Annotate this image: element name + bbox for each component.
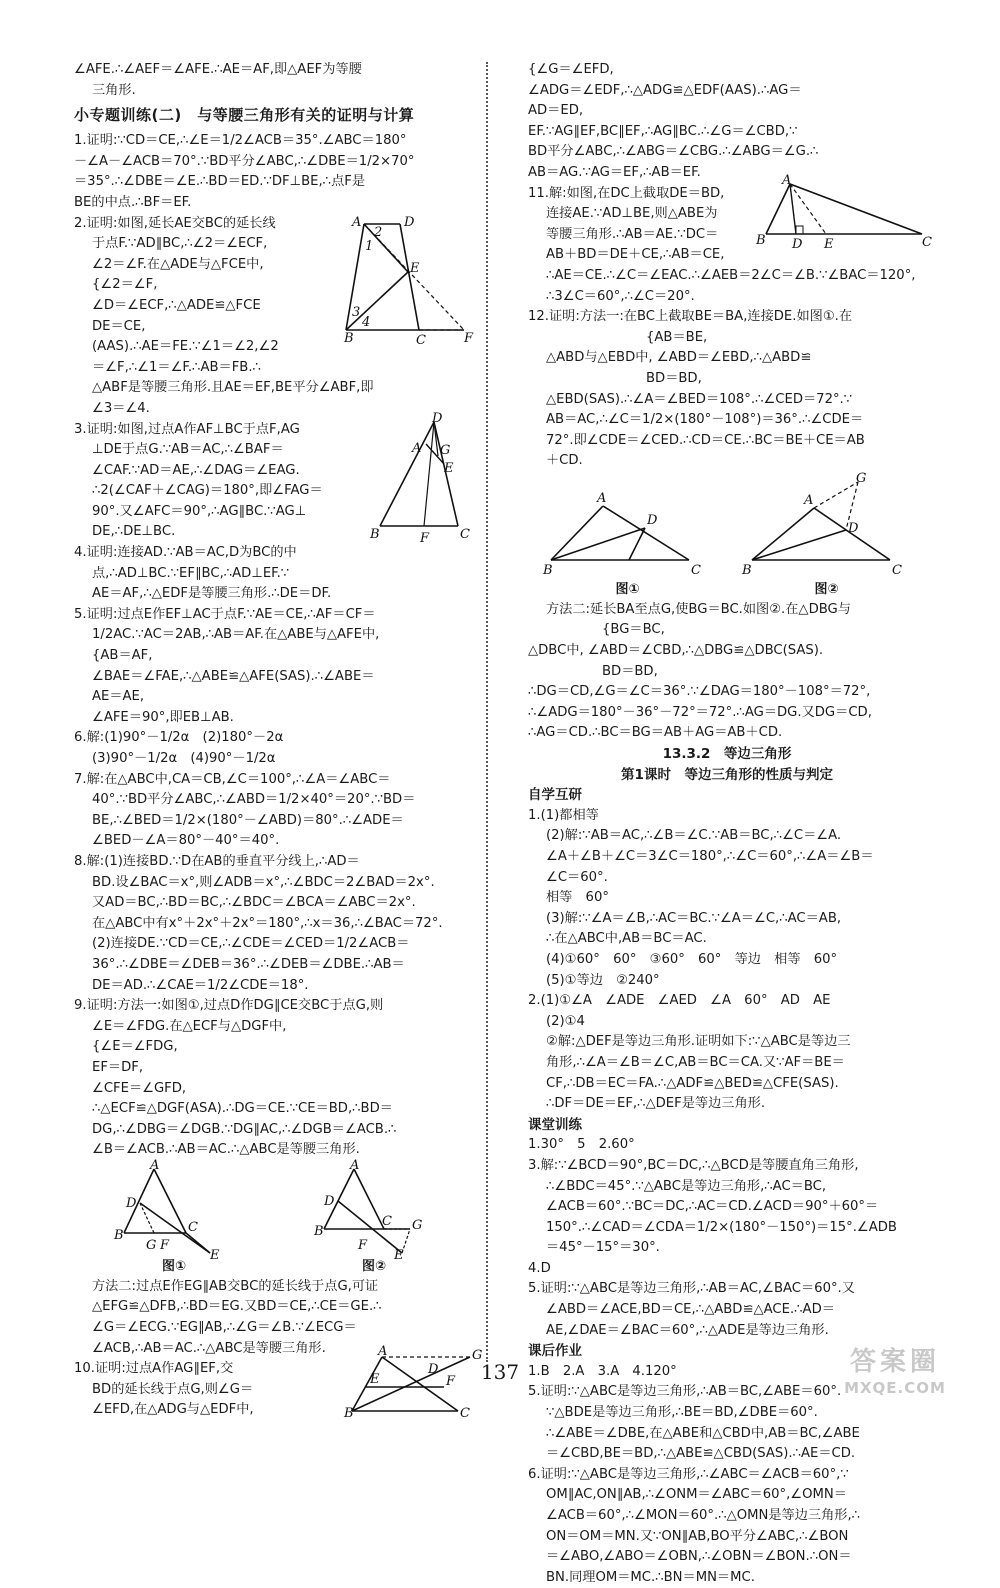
svg-text:A: A — [803, 492, 813, 508]
svg-text:B: B — [741, 562, 752, 578]
svg-text:B: B — [314, 1223, 324, 1239]
svg-text:D: D — [646, 512, 657, 528]
problem-12-figures — [528, 470, 926, 598]
intro-text: ∠AFE.∴∠AEF＝∠AFE.∴AE＝AF,即△AEF为等腰 三角形. — [74, 62, 362, 98]
svg-text:C: C — [188, 1219, 198, 1235]
problem-12-method-2: 方法二:延长BA至点G,使BG＝BC.如图②.在△DBG与 {BG＝BC, △DBC中, ∠ABD＝∠CBD,∴△DBG≌△DBC(SAS). BD＝BD, ∴DG＝CD,∠G＝∠C＝36°.∵∠DAG＝180°－108°＝72°, ∴∠ADG＝180°－36°－72°＝72°.∴AG＝DG.又DG＝CD, ∴AG＝CD.∴BC＝BG＝AB＋AG＝AB＋CD. — [528, 601, 872, 741]
svg-text:F: F — [464, 330, 474, 346]
problem-3: D A G E B F C 3.证明:如图,过点A作AF⊥BC于点F,AG ⊥DE于点G.∵AB＝AC,∴∠BAF＝ ∠CAF.∵AD＝AE,∴∠DAG＝∠EAG. ∴2(∠CAF＋∠CAG)＝180°,即∠FAG＝ 90°.又∠AFC＝90°,∴AG∥BC.∵AG⊥ DE,∴DE⊥BC. — [74, 420, 474, 544]
svg-text:B: B — [756, 232, 766, 248]
ketang-answers: 1.30° 5 2.60° 3.解:∵∠BCD＝90°,BC＝DC,∴△BCD是等腰直角三角形, ∴∠BDC＝45°.∵△ABC是等边三角形,∴AC＝BC, ∠ACB＝60°.∵BC＝DC,∴AC＝CD.∠ACD＝90°＋60°＝ 150°.∴∠CAD＝∠CDA＝1/2×(180°－150°)＝15°.∠ADB ＝45°－15°＝30°. 4.D 5.证明:∵△ABC是等边三角形,∴AB＝AC,∠BAC＝60°.又 ∠ABD＝∠ACE,BD＝CE,∴△ABD≌△ACE.∴AD＝ AE,∠DAE＝∠BAC＝60°,∴△ADE是等边三角形. — [528, 1137, 897, 1338]
page-number: 137 — [480, 1360, 520, 1384]
lesson-title: 第1课时 等边三角形的性质与判定 — [621, 766, 833, 783]
problem-9: 9.证明:方法一:如图①,过点D作DG∥CE交BC于点G,则 ∠E＝∠FDG.在△ECF与△DGF中, {∠E＝∠FDG, EF＝DF, ∠CFE＝∠GFD, ∴△ECF≌△DGF(ASA).∴DG＝CE.∵CE＝BD,∴BD＝ DG,∴∠DBG＝∠DGB.∵DG∥AC,∴∠DGB＝∠ACB.∴ ∠B＝∠ACB.∴AB＝AC.∴△ABC是等腰三角形. — [74, 998, 397, 1158]
svg-text:D: D — [324, 1193, 335, 1209]
heading-ketang: 课堂训练 — [528, 1116, 582, 1133]
figure-12-1: A D B C 图① — [542, 490, 701, 597]
svg-text:C: C — [891, 562, 902, 578]
svg-text:F: F — [160, 1237, 170, 1253]
figure-11-triangle — [756, 172, 936, 252]
svg-text:E: E — [410, 260, 420, 276]
svg-text:A: A — [350, 1157, 360, 1173]
svg-text:D: D — [404, 214, 415, 230]
svg-text:E: E — [824, 236, 834, 252]
svg-text:A: A — [378, 1344, 388, 1360]
svg-text:A: A — [596, 490, 606, 506]
svg-text:G: G — [472, 1348, 483, 1364]
problem-5: 5.证明:过点E作EF⊥AC于点F.∵AE＝CE,∴AF＝CF＝ 1/2AC.∵AC＝2AB,∴AB＝AF.在△ABE与△AFE中, {AB＝AF, ∠BAE＝∠FAE,∴△ABE≌△AFE(SAS).∴∠ABE＝ AE＝AE, ∠AFE＝90°,即EB⊥AB. — [74, 606, 380, 725]
svg-text:B: B — [370, 526, 380, 542]
svg-text:B: B — [114, 1227, 124, 1243]
svg-text:G: G — [412, 1217, 423, 1233]
svg-text:C: C — [382, 1213, 392, 1229]
svg-text:B: B — [344, 330, 354, 346]
svg-text:A: A — [352, 214, 362, 230]
svg-text:E: E — [394, 1247, 404, 1263]
svg-text:1: 1 — [365, 238, 374, 254]
svg-text:G: G — [440, 442, 451, 458]
figure-9-1: A D B G F C E 图① — [114, 1157, 220, 1274]
svg-text:2: 2 — [374, 224, 383, 240]
problem-2: A D E B C F 2 1 3 4 2.证明:如图,延长AE交BC的延长线 于点F.∵AD∥BC,∴∠2＝∠ECF, ∠2＝∠F.在△ADE与△FCE中, {∠2＝∠F, ∠D＝∠ECF,∴△ADE≌△FCE DE＝CE, (AAS).∴AE＝FE.∵∠1＝∠2,∠2 ＝∠F,∴∠1＝∠F.∴AB＝FB.∴ △ABF是等腰三角形.且AE＝EF,BE平分∠ABF,即 ∠3＝∠4. — [74, 214, 474, 420]
svg-text:B: B — [542, 562, 553, 578]
problem-6: 6.解:(1)90°－1/2α (2)180°－2α (3)90°－1/2α (4)90°－1/2α — [74, 730, 284, 766]
section-number-title: 13.3.2 等边三角形 — [662, 746, 792, 763]
svg-text:E: E — [370, 1372, 380, 1388]
svg-text:B: B — [344, 1406, 354, 1422]
svg-text:3: 3 — [352, 304, 361, 320]
problem-12: 12.证明:方法一:在BC上截取BE＝BA,连接DE.如图①.在 {AB＝BE, △ABD与△EBD中, ∠ABD＝∠EBD,∴△ABD≌ BD＝BD, △EBD(SAS).∴∠A＝∠BED＝108°.∴∠CED＝72°.∵ AB＝AC,∴∠C＝1/2×(180°－108°)＝36°.∴∠CDE＝ 72°.即∠CDE＝∠CED.∴CD＝CE.∴BC＝BE＋CE＝AB ＋CD. — [528, 309, 865, 469]
problem-9-figures — [74, 1157, 474, 1275]
svg-text:D: D — [428, 1362, 439, 1378]
problem-10: A G D E F B C 10.证明:过点A作AG∥EF,交 BD的延长线于点G,则∠G＝ ∠EFD,在△ADG与△EDF中, — [74, 1359, 474, 1421]
kehou-answers: 1.B 2.A 3.A 4.120° 5.证明:∵△ABC是等边三角形,∴AB＝BC,∠ABE＝60°. ∵△BDE是等边三角形,∴BE＝BD,∠DBE＝60°. ∴∠ABE＝∠DBE,在△ABE和△CBD中,AB＝BC,∠ABE ＝∠CBD,BE＝BD,∴△ABE≌△CBD(SAS).∴AE＝CD. 6.证明:∵△ABC是等边三角形,∴∠ABC＝∠ACB＝60°,∵ OM∥AC,ON∥AB,∴∠ONM＝∠ABC＝60°,∠OMN＝ ∠ACB＝60°,∴∠MON＝60°.∴△OMN是等边三角形,∴ ON＝OM＝MN.又∵ON∥AB,BO平分∠ABC,∴∠BON ＝∠ABO,∠ABO＝∠OBN,∴∠OBN＝∠BON.∴ON＝ BN.同理OM＝MC.∴BN＝MN＝MC. — [528, 1363, 861, 1585]
problem-10-continued: {∠G＝∠EFD, ∠ADG＝∠EDF,∴△ADG≌△EDF(AAS).∴AG＝ AD＝ED, EF.∵AG∥EF,BC∥EF,∴AG∥BC.∴∠G＝∠CBD,∵ BD平分∠ABC,∴∠ABG＝∠CBG.∴∠ABG＝∠G.∴ AB＝AG.∵AG＝EF,∴AB＝EF. — [528, 62, 819, 180]
figure-12-2: A G D B C 图② — [741, 470, 902, 597]
left-column — [74, 60, 483, 1422]
heading-kehou: 课后作业 — [528, 1343, 582, 1360]
svg-text:D: D — [792, 236, 803, 252]
svg-text:4: 4 — [362, 314, 371, 330]
problem-11: A B D E C 11.解:如图,在DC上截取DE＝BD, 连接AE.∵AD⊥BE,则△ABE为 等腰三角形.∴AB＝AE.∵DC＝ AB＋BD＝DE＋CE,∴AB＝CE, ∴AE＝CE.∴∠C＝∠EAC.∴∠AEB＝2∠C＝∠B.∵∠BAC＝120°, ∴3∠C＝60°,∴∠C＝20°. — [528, 184, 926, 308]
column-divider — [486, 62, 488, 1362]
problem-7: 7.解:在△ABC中,CA＝CB,∠C＝100°,∴∠A＝∠ABC＝ 40°.∵BD平分∠ABC,∴∠ABD＝1/2×40°＝20°.∵BD＝ BE,∴∠BED＝1/2×(180°－∠ABD)＝80°.∴∠ADE＝ ∠BED－∠A＝80°－40°＝40°. — [74, 771, 416, 849]
svg-text:F: F — [358, 1237, 368, 1253]
svg-text:C: C — [460, 1406, 470, 1422]
figure-9-2: A D B F C G E 图② — [314, 1157, 423, 1274]
figure-3-triangle — [370, 410, 480, 546]
svg-text:C: C — [416, 332, 426, 348]
section-title: 小专题训练(二) 与等腰三角形有关的证明与计算 — [74, 106, 415, 125]
svg-text:C: C — [460, 526, 470, 542]
watermark-logo: 答案圈 MXQE.COM — [844, 1347, 946, 1397]
svg-text:F: F — [446, 1374, 456, 1390]
svg-text:F: F — [420, 530, 430, 546]
figure-2-quadrilateral — [346, 214, 486, 349]
svg-text:A: A — [412, 440, 422, 456]
svg-text:E: E — [210, 1247, 220, 1263]
problem-8: 8.解:(1)连接BD.∵D在AB的垂直平分线上,∴AD＝ BD.设∠BAC＝x°,则∠ADB＝x°,∴∠BDC＝2∠BAD＝2x°. 又AD＝BC,∴BD＝BC,∴∠BDC＝∠BCA＝∠ABC＝2x°. 在△ABC中有x°＋2x°＋2x°＝180°,∴x＝36,∴∠BAC＝72°. (2)连接DE.∵CD＝CE,∴∠CDE＝∠CED＝1/2∠ACB＝ 36°.∴∠DBE＝∠DEB＝36°.∴∠DEB＝∠DBE.∴AB＝ DE＝AD.∴∠CAE＝1/2∠CDE＝18°. — [74, 853, 443, 993]
svg-text:A: A — [150, 1157, 160, 1173]
problem-1: 1.证明:∵CD＝CE,∴∠E＝1/2∠ACB＝35°.∠ABC＝180° －∠A－∠ACB＝70°.∵BD平分∠ABC,∴∠DBE＝1/2×70° ＝35°.∴∠DBE＝∠E.∴BD＝ED.∵DF⊥BE,∴点F是 BE的中点.∴BF＝EF. — [74, 133, 415, 210]
svg-text:G: G — [855, 470, 866, 486]
svg-text:E: E — [444, 460, 454, 476]
svg-text:D: D — [847, 520, 858, 536]
svg-text:C: C — [922, 234, 932, 250]
svg-text:D: D — [432, 410, 443, 426]
svg-text:G: G — [146, 1237, 157, 1253]
zixue-answers: 1.(1)都相等 (2)解:∵AB＝AC,∴∠B＝∠C.∵AB＝BC,∴∠C＝∠A. ∠A＋∠B＋∠C＝3∠C＝180°,∴∠C＝60°,∴∠A＝∠B＝ ∠C＝60°. 相等 60° (3)解:∵∠A＝∠B,∴AC＝BC.∵∠A＝∠C,∴AC＝AB, ∴在△ABC中,AB＝BC＝AC. (4)①60° 60° ③60° 60° 等边 相等 60° (5)①等边 ②240° 2.(1)①∠A ∠ADE ∠AED ∠A 60° AD AE (2)①4 ②解:△DEF是等边三角形.证明如下:∵△ABC是等边三 角形,∴∠A＝∠B＝∠C,AB＝BC＝CA.又∵AF＝BE＝ CF,∴DB＝EC＝FA.∴△ADF≌△BED≌△CFE(SAS). ∴DF＝DE＝EF,∴△DEF是等边三角形. — [528, 807, 874, 1112]
svg-text:A: A — [782, 172, 792, 188]
heading-zixue: 自学互研 — [528, 787, 582, 804]
problem-4: 4.证明:连接AD.∵AB＝AC,D为BC的中 点,∴AD⊥BC.∵EF∥BC,∴AD⊥EF.∵ AE＝AF,∴△EDF是等腰三角形.∴DE＝DF. — [74, 545, 332, 602]
problem-9-method-2: 方法二:过点E作EG∥AB交BC的延长线于点G,可证 △EFG≌△DFB,∴BD＝EG.又BD＝CE,∴CE＝GE.∴ ∠G＝∠ECG.∵EG∥AB,∴∠G＝∠B.∵∠ECG＝ ∠ACB,∴AB＝AC.∴△ABC是等腰三角形. — [92, 1278, 382, 1356]
svg-text:C: C — [690, 562, 701, 578]
svg-text:D: D — [126, 1195, 137, 1211]
